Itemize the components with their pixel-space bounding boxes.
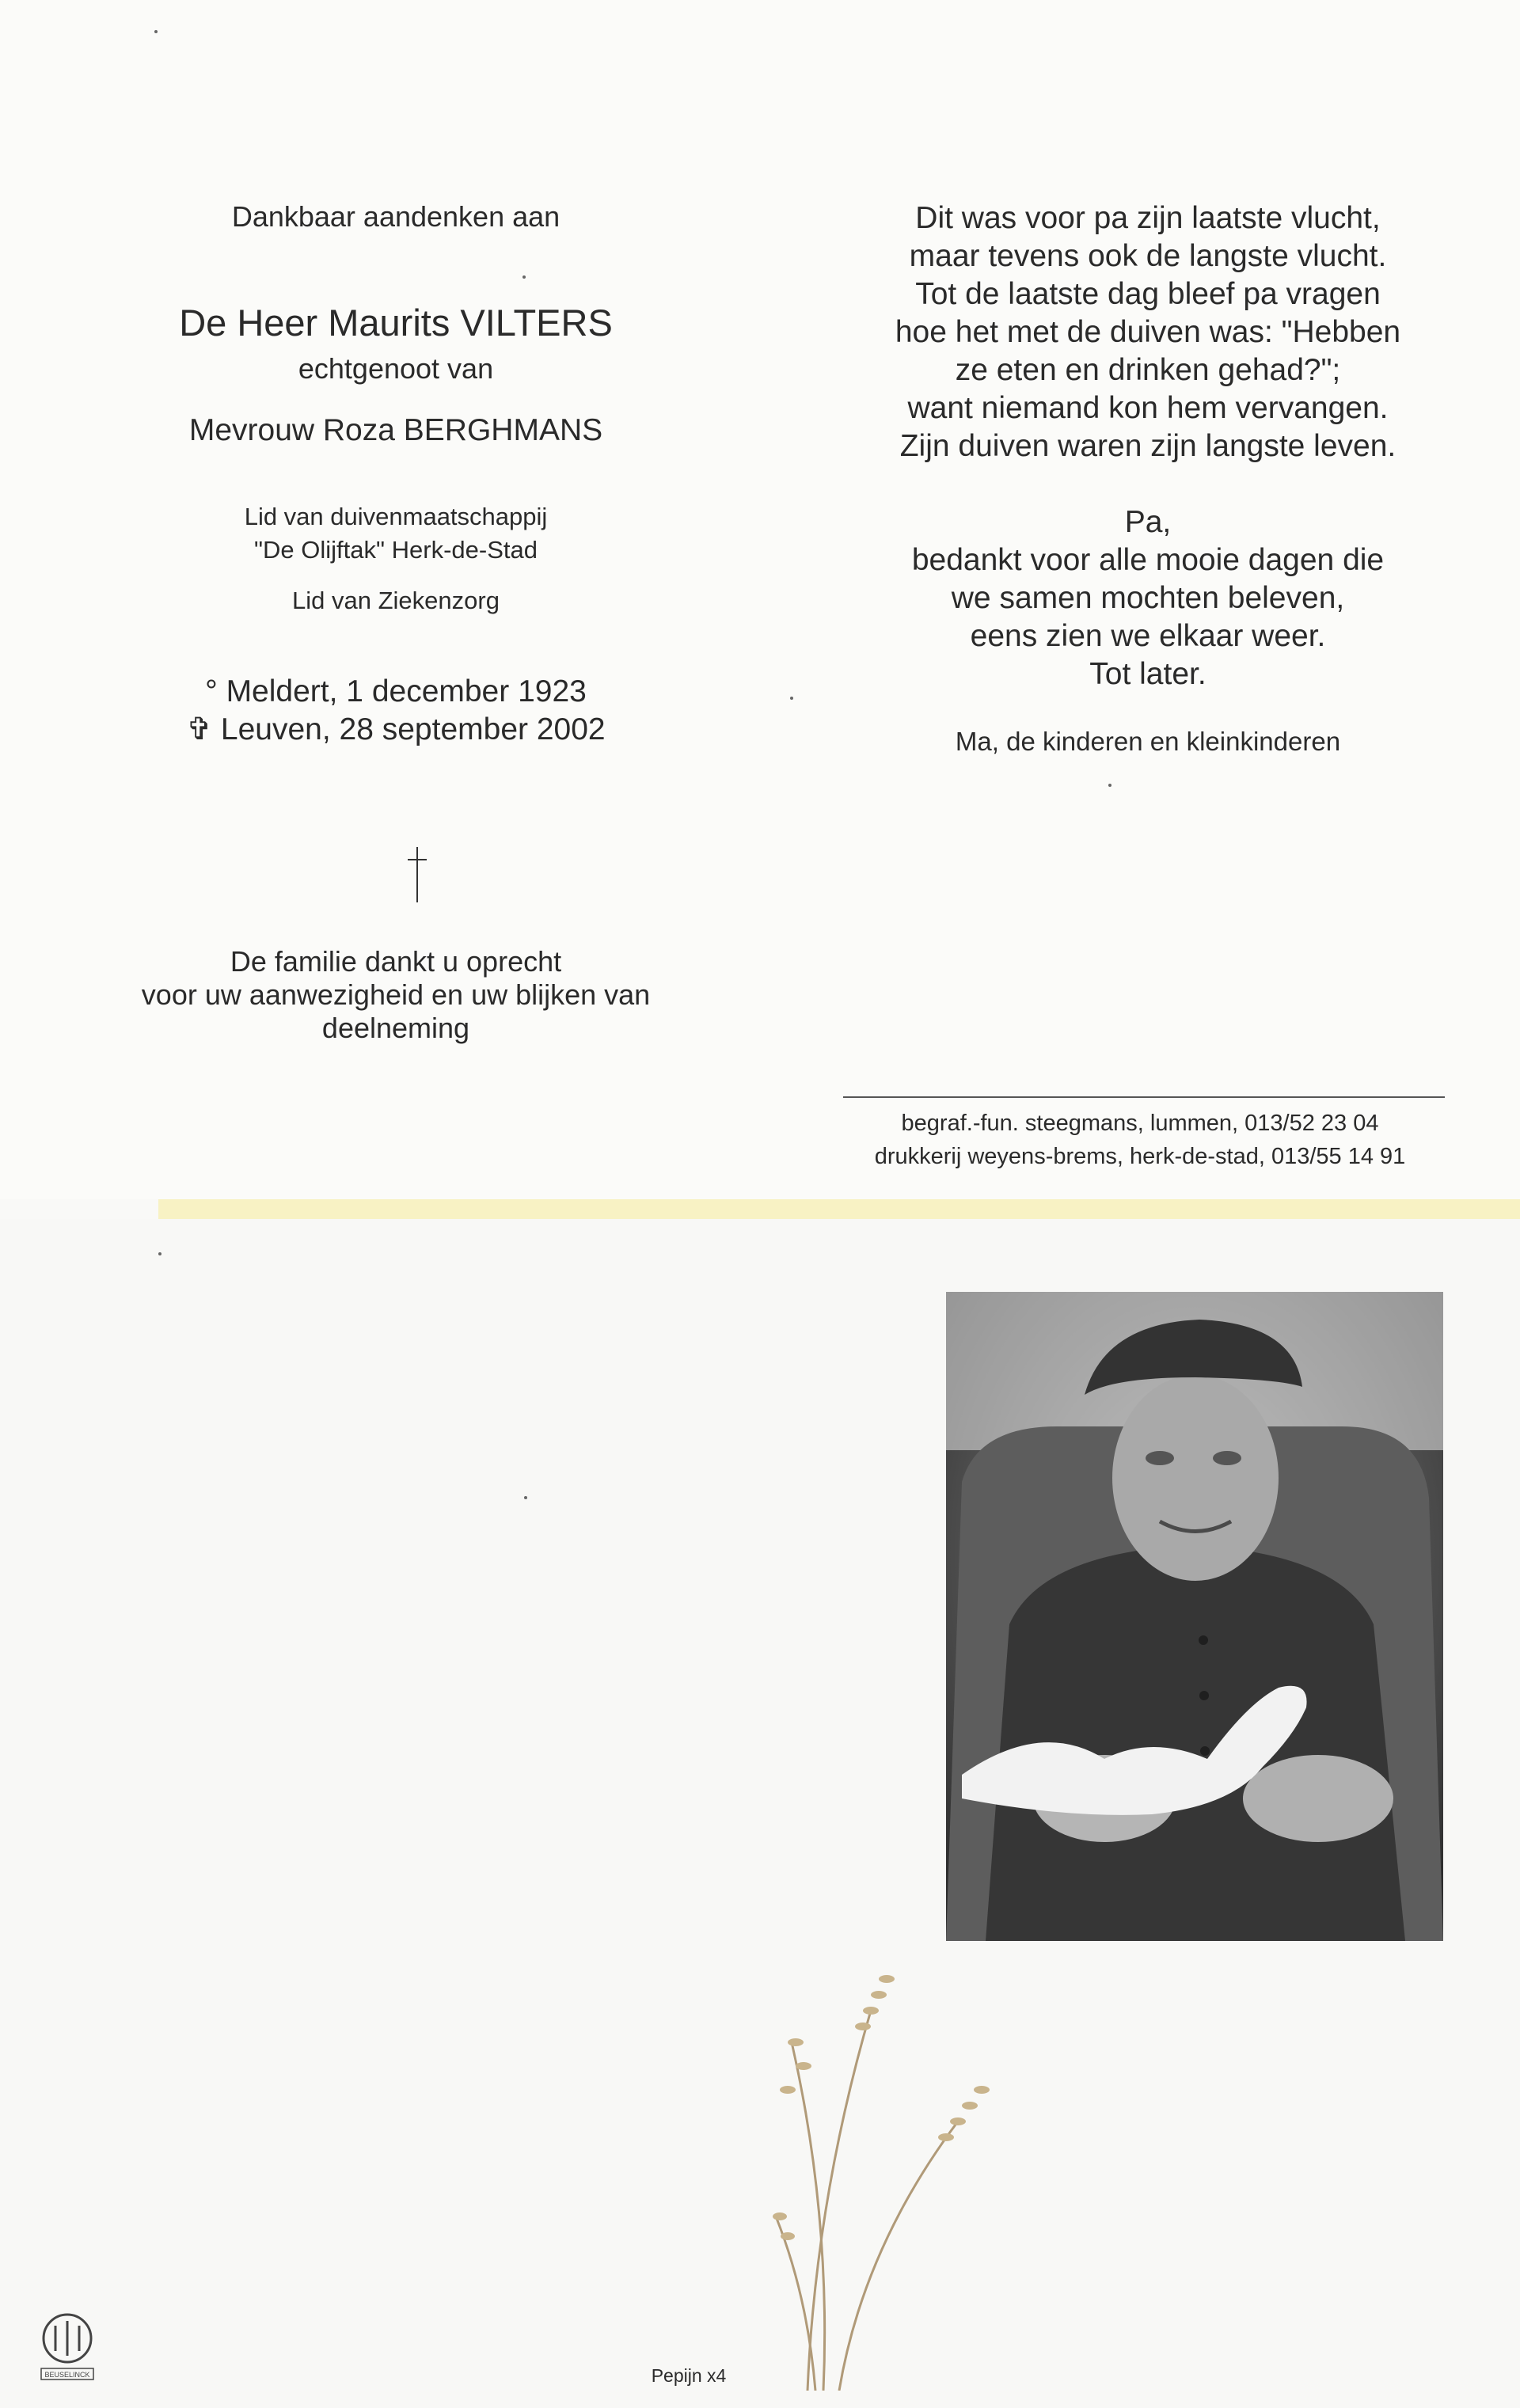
family-thanks xyxy=(79,945,712,1045)
poem-line: ze eten en drinken gehad?"; xyxy=(955,353,1341,387)
print-credit: Pepijn x4 xyxy=(651,2365,727,2386)
fold-line xyxy=(158,1199,1520,1219)
speck xyxy=(790,697,793,700)
relation: echtgenoot van xyxy=(298,352,494,385)
speck xyxy=(524,1496,527,1499)
poem-line: Dit was voor pa zijn laatste vlucht, xyxy=(915,201,1381,235)
speck xyxy=(154,30,158,33)
poem-line: want niemand kon hem vervangen. xyxy=(907,391,1389,425)
printer-logo-icon xyxy=(38,2310,97,2383)
poem xyxy=(823,199,1472,465)
death-date: ✞ Leuven, 28 september 2002 xyxy=(186,712,606,746)
thanks-line-2: voor uw aanwezigheid en uw blijken van xyxy=(141,978,651,1011)
thanks-line-1: De familie dankt u oprecht xyxy=(230,945,562,978)
logo-text: BEUSELINCK xyxy=(44,2371,90,2379)
thanks-line-3: deelneming xyxy=(321,1012,470,1044)
birth-date: ° Meldert, 1 december 1923 xyxy=(205,674,587,708)
membership-pigeon-club: Lid van duivenmaatschappij xyxy=(244,503,548,530)
memorial-right-column xyxy=(823,199,1472,758)
cross-icon xyxy=(405,847,429,902)
spouse-name: Mevrouw Roza BERGHMANS xyxy=(188,413,603,447)
farewell-line: Pa, xyxy=(1124,505,1172,539)
farewell-line: eens zien we elkaar weer. xyxy=(970,619,1326,653)
membership-pigeon-club-name: "De Olijftak" Herk-de-Stad xyxy=(254,536,538,564)
poem-line: Tot de laatste dag bleef pa vragen xyxy=(915,277,1381,311)
credit-funeral-home: begraf.-fun. steegmans, lummen, 013/52 23 04 xyxy=(901,1111,1379,1136)
farewell-line: bedankt voor alle mooie dagen die xyxy=(911,543,1385,577)
deceased-name: De Heer Maurits VILTERS xyxy=(179,302,613,344)
credits-divider xyxy=(843,1096,1445,1098)
memorial-left-column xyxy=(79,198,712,749)
farewell-line: Tot later. xyxy=(1089,657,1206,691)
portrait-photo xyxy=(946,1292,1443,1941)
farewell xyxy=(823,503,1472,693)
credit-printer: drukkerij weyens-brems, herk-de-stad, 013/55 14 91 xyxy=(874,1144,1406,1169)
membership-ziekenzorg: Lid van Ziekenzorg xyxy=(292,587,500,614)
poem-line: Zijn duiven waren zijn langste leven. xyxy=(899,429,1396,463)
poem-line: maar tevens ook de langste vlucht. xyxy=(909,239,1387,273)
poem-line: hoe het met de duiven was: "Hebben xyxy=(895,315,1401,349)
portrait-illustration xyxy=(946,1292,1443,1941)
signature: Ma, de kinderen en kleinkinderen xyxy=(955,727,1341,756)
wheat-illustration xyxy=(760,1805,1013,2391)
farewell-line: we samen mochten beleven, xyxy=(951,581,1345,615)
heading: Dankbaar aandenken aan xyxy=(231,200,560,233)
speck xyxy=(1108,784,1112,787)
speck xyxy=(158,1252,162,1255)
